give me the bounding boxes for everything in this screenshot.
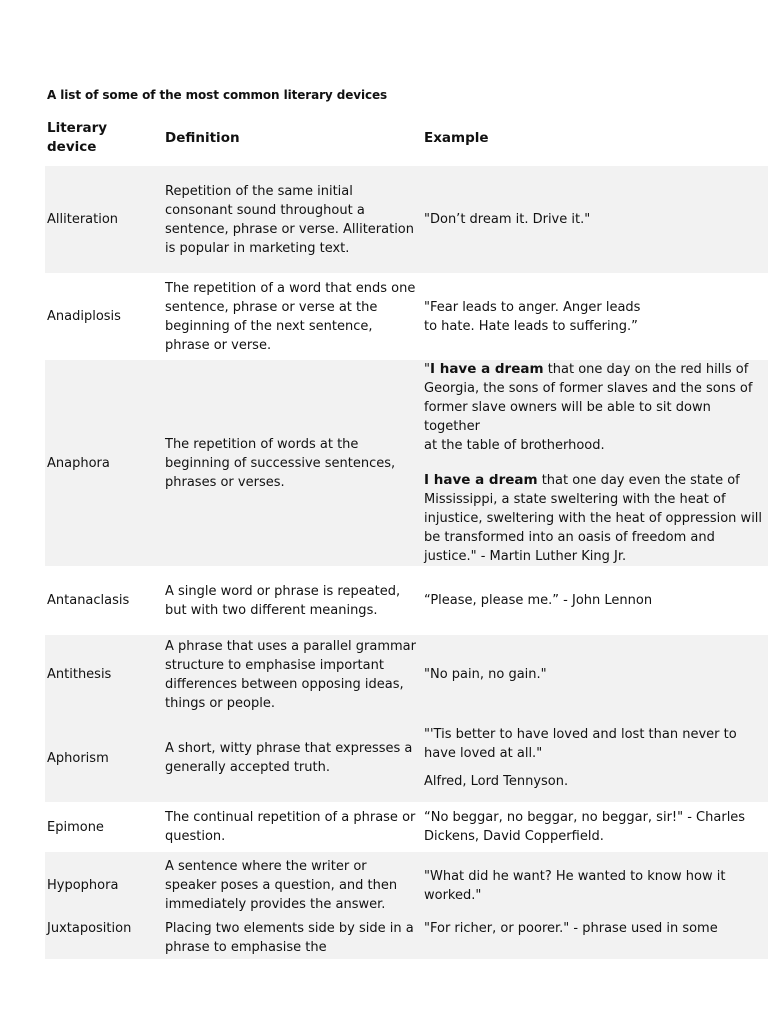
table-header-row bbox=[45, 110, 768, 166]
example-text: that one day on the red hills of Georgia, the sons of former slaves and the sons of former slave owners will be able to sit down together bbox=[424, 362, 753, 434]
table-row bbox=[45, 566, 768, 635]
definition-cell: The repetition of words at the beginning of successive sentences, phrases or verses. bbox=[163, 360, 422, 566]
definition-cell: A sentence where the writer or speaker poses a question, and then immediately provides the answer. bbox=[163, 852, 422, 919]
device-cell: Juxtaposition bbox=[45, 919, 163, 959]
table-row bbox=[45, 852, 768, 919]
definition-cell: A short, witty phrase that expresses a generally accepted truth. bbox=[163, 714, 422, 802]
table-row bbox=[45, 166, 768, 273]
example-cell bbox=[422, 360, 768, 566]
device-cell: Alliteration bbox=[45, 166, 163, 273]
device-cell: Anaphora bbox=[45, 360, 163, 566]
table-row bbox=[45, 360, 768, 566]
emphasis-text: I have a dream bbox=[424, 472, 538, 488]
example-cell: "For richer, or poorer." - phrase used in some bbox=[422, 919, 768, 959]
example-cell bbox=[422, 273, 768, 360]
device-cell: Anadiplosis bbox=[47, 309, 121, 324]
definition-cell: The continual repetition of a phrase or question. bbox=[165, 810, 416, 844]
table-caption: A list of some of the most common literary devices bbox=[47, 88, 388, 102]
device-cell: Epimone bbox=[47, 819, 104, 835]
example-line: to hate. Hate leads to suffering.” bbox=[424, 318, 638, 334]
header-example: Example bbox=[424, 129, 489, 146]
device-cell: Aphorism bbox=[45, 714, 163, 802]
example-paragraph bbox=[424, 360, 766, 455]
example-text: at the table of brotherhood. bbox=[424, 438, 605, 453]
device-cell: Antithesis bbox=[45, 635, 163, 714]
example-paragraph bbox=[424, 471, 766, 566]
header-definition: Definition bbox=[165, 129, 240, 146]
example-line: "Fear leads to anger. Anger leads bbox=[424, 299, 641, 315]
table-row bbox=[45, 802, 768, 852]
definition-cell: A single word or phrase is repeated, but with two different meanings. bbox=[165, 583, 401, 618]
literary-devices-table bbox=[45, 110, 768, 959]
header-literary-device: Literary device bbox=[47, 120, 108, 155]
example-quote: "'Tis better to have loved and lost than never to have loved at all." bbox=[424, 727, 737, 761]
example-cell: “Please, please me.” - John Lennon bbox=[424, 593, 653, 608]
example-author: Alfred, Lord Tennyson. bbox=[424, 774, 569, 789]
device-cell: Hypophora bbox=[45, 852, 163, 919]
definition-cell: Placing two elements side by side in a phrase to emphasise the bbox=[163, 919, 422, 959]
definition-cell: Repetition of the same initial consonant sound throughout a sentence, phrase or verse. Alliteration is popular in marketing text. bbox=[163, 166, 422, 273]
table-row bbox=[45, 273, 768, 360]
table-row bbox=[45, 714, 768, 802]
example-cell bbox=[422, 714, 768, 802]
example-cell: "Don’t dream it. Drive it." bbox=[422, 166, 768, 273]
table-row bbox=[45, 635, 768, 714]
example-text: that one day even the state of Mississippi, a state sweltering with the heat of injustice, sweltering with the heat of oppression will be transformed into an oasis of freedom and justice." - Martin Luther King Jr. bbox=[424, 473, 763, 564]
table-row bbox=[45, 919, 768, 959]
emphasis-text: I have a dream bbox=[429, 361, 544, 377]
example-cell: “No beggar, no beggar, no beggar, sir!" - Charles Dickens, David Copperfield. bbox=[424, 810, 746, 844]
device-cell: Antanaclasis bbox=[47, 593, 130, 608]
example-cell: "No pain, no gain." bbox=[422, 635, 768, 714]
quote-mark: " bbox=[424, 362, 430, 377]
example-cell: "What did he want? He wanted to know how it worked." bbox=[422, 852, 768, 919]
definition-cell: A phrase that uses a parallel grammar structure to emphasise important differences between opposing ideas, things or people. bbox=[163, 635, 422, 714]
definition-cell: The repetition of a word that ends one sentence, phrase or verse at the beginning of the next sentence, phrase or verse. bbox=[165, 280, 416, 353]
